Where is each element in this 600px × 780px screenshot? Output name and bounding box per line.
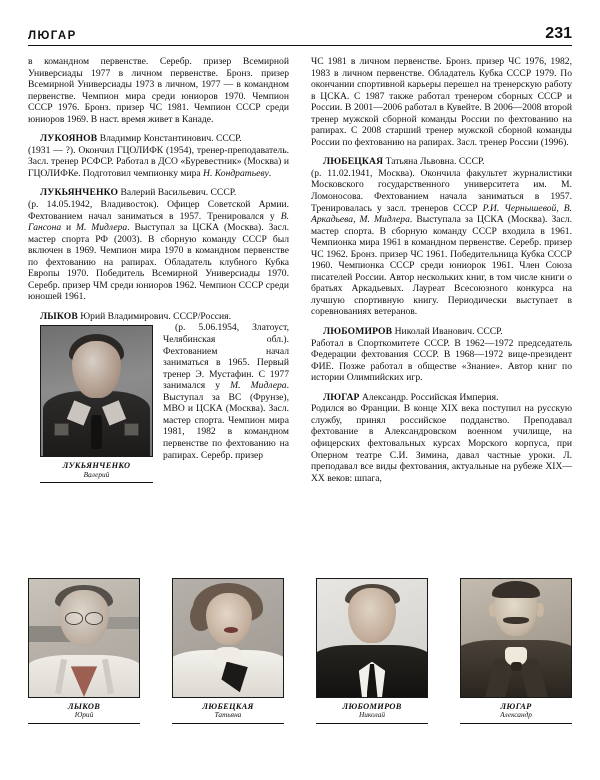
caption-surname: ЛЮГАР [500,702,532,711]
entry-body-italic: Н. Кондратьеву [203,167,269,179]
running-head-title: ЛЮГАР [28,29,77,42]
entry-body-pre: (р. 5.06.1954, Златоуст, Челябинская обл.). Фехтованием начал заниматься в 1965. Первый тренер Э. Мустафин. С 1977 занимался у [163,322,289,392]
entry-lubetskaya [311,156,572,318]
entry-headline-rest: Татьяна Львовна. СССР. [383,156,485,168]
caption-rule [316,723,428,724]
caption-rule [460,723,572,724]
entry-body-pre: Родился во Франции. В конце XIX века поступил на русскую службу, принял российское подданство. Преподавал фехтование в Александровском военном училище, на офицерских фехтовальных курсах Морского корпуса, при Оперном театре С.И. Зимина, давал частные уроки. Л. преподавал все виды фехтования, актуальные на рубеже XIX—XX веков: шпага, [311,403,572,484]
entry-headline-rest: Владимир Константинович. СССР. [97,133,242,145]
entry-headline-rest: Юрий Владимирович. СССР/Россия. [77,310,231,322]
caption-firstname: Юрий [74,710,94,720]
portrait-image [172,578,284,698]
entry-body-italic: Р.И. Чернышевой, В. Аркадьева, М. Мидлера [311,202,572,226]
caption-firstname: Александр [500,710,532,720]
caption-surname: ЛУКЬЯНЧЕНКО [62,461,131,471]
entry-headword: ЛУКЬЯНЧЕНКО [40,187,119,199]
caption-firstname: Валерий [83,469,110,479]
entry-headline-rest: Николай Иванович. СССР. [392,326,503,338]
entry-body-pre: (р. 14.05.1942, Владивосток). Офицер Советской Армии. Фехтованием начал заниматься в 1957. Тренировался у [28,199,289,222]
entry-lugar [311,392,572,484]
portrait-image [460,578,572,698]
left-continuation-paragraph: в командном первенстве. Серебр. призер Всемирной Универсиады 1977 в личном первенстве. Бронз. призер Всемирной Универсиады 1973 в личном, 1977 — в командном первенстве. Чемпион мира среди юниоров 1970. Чемпион СССР 1976. Бронз. призер ЧС 1981. Чемпион СССР среди юниоров 1969. В наст. время живет в Канаде. [28,56,289,125]
entry-lukyanchenko [28,187,289,302]
left-column [28,56,289,487]
entry-headword: ЛУКОЯНОВ [40,133,98,145]
entry-body-pre: (1931 — ?). Окончил ГЦОЛИФК (1954), тренер-преподаватель. Засл. тренер РСФСР. Работал в ДСО «Буревестник» (Москва) и ГЦОЛИФКе. Подготовил чемпионку мира [28,144,289,179]
caption-surname: ЛЮБЕЦКАЯ [202,702,254,711]
entry-headword: ЛЮГАР [323,391,360,403]
gallery-item-lubetskaya [172,578,284,724]
portrait-gallery [28,578,572,724]
caption-rule [28,723,140,724]
portrait-image [40,325,153,457]
entry-body-pre: Работал в Спорткомитете СССР. В 1962—1972 председатель Федерации фехтования СССР. В 1968—1972 вице-президент ФИЕ. Позже работал в обществе «Знание». Автор книг по истории Олимпийских игр. [311,337,572,384]
gallery-item-lyubomirov [316,578,428,724]
portrait-lubetskaya-illustration [173,579,283,697]
portrait-image [316,578,428,698]
entry-body-post: . Выступала за ЦСКА (Москва). Засл. мастер спорта. В сборную команду СССР входила в 1961. Чемпионка мира 1961 в командном первенстве. Серебр. призер ЧС 1962. Бронз. призер ЧС 1961. Победительница Кубка СССР 1960. Чемпионка СССР среди юниорок 1961. Член Союза писателей России. Автор нескольких книг, в том числе книги о братьях Аркадьевых. Лауреат Всесоюзного конкурса на лучшую спортивную книгу. Периодически выступает в соревнованиях ветеранов. [311,214,572,318]
entry-body-pre: (р. 11.02.1941, Москва). Окончила факультет журналистики Московского государственного университета им. М. Ломоносова. Фехтованием начала заниматься в 1957. Тренировалась у засл. тренеров СССР [311,167,572,214]
right-continuation-paragraph: ЧС 1981 в личном первенстве. Бронз. призер ЧС 1976, 1982, 1983 в личном первенстве. Обладатель Кубка СССР 1979. По окончании спортивной карьеры перешел на тренерскую работу в ЦСКА. С 1987 также работал тренером сборных СССР и России. В 2001—2006 работал в Кувейте. В 2006—2008 второй тренер мужской сборной команды России по фехтованию на рапирах. С 2008 старший тренер мужской сборной команды России по фехтованию на рапирах. Засл. тренер России (1996). [311,56,572,148]
caption-rule [40,482,153,483]
portrait-lyubomirov-illustration [317,579,427,697]
entry-headword: ЛЫКОВ [40,310,78,322]
entry-lyubomirov [311,326,572,384]
figure-caption [28,702,140,720]
entry-body-mid: и [61,222,77,234]
portrait-lukyanchenko-illustration [41,326,152,456]
caption-surname: ЛЮБОМИРОВ [342,702,402,711]
caption-firstname: Николай [358,710,386,720]
entry-body-italic: М. Мидлера [230,380,287,392]
entry-headline-rest: Валерий Васильевич. СССР. [118,187,237,199]
figure-lukyanchenko [40,325,153,483]
figure-caption [316,702,428,720]
running-head [28,26,572,46]
figure-caption [40,461,153,479]
entry-body-post: . Выступал за ВС (Фрунзе), МВО и ЦСКА (Москва). Засл. мастер спорта. Чемпион мира 1981, 1982 в командном первенстве по фехтованию на рапирах. Серебр. призер [163,380,289,461]
entry-headword: ЛЮБОМИРОВ [323,326,393,338]
page-number: 231 [545,25,572,42]
caption-surname: ЛЫКОВ [67,702,101,711]
caption-rule [172,723,284,724]
caption-firstname: Татьяна [214,710,242,720]
entry-headline-rest: Александр. Российская Империя. [359,391,499,403]
entry-lukoyanov [28,133,289,179]
portrait-lykov-illustration [29,579,139,697]
right-column [311,56,572,484]
figure-caption [172,702,284,720]
entry-body-post: . Выступал за ЦСКА (Москва). Засл. мастер спорта РФ (2003). В сборную команду СССР был включен в 1969. Чемпион мира 1970 в командном первенстве по фехтованию на рапирах. Обладатель клубного Кубка Европы 1970. Победитель Всемирной Универсиады 1970. Серебр. призер ЧМ среди юниоров 1962. Чемпион СССР среди юношей 1961. [28,222,290,303]
two-column-body [28,56,572,487]
entry-headword: ЛЮБЕЦКАЯ [323,156,384,168]
portrait-image [28,578,140,698]
entry-body-post: . [268,167,272,179]
gallery-item-lykov [28,578,140,724]
portrait-lugar-illustration [461,579,571,697]
gallery-item-lugar [460,578,572,724]
entry-lykov-headline [28,311,289,323]
figure-caption [460,702,572,720]
entry-body-italic-2: М. Мидлера [76,222,128,234]
entry-body-italic: В. Гансона [28,210,289,234]
